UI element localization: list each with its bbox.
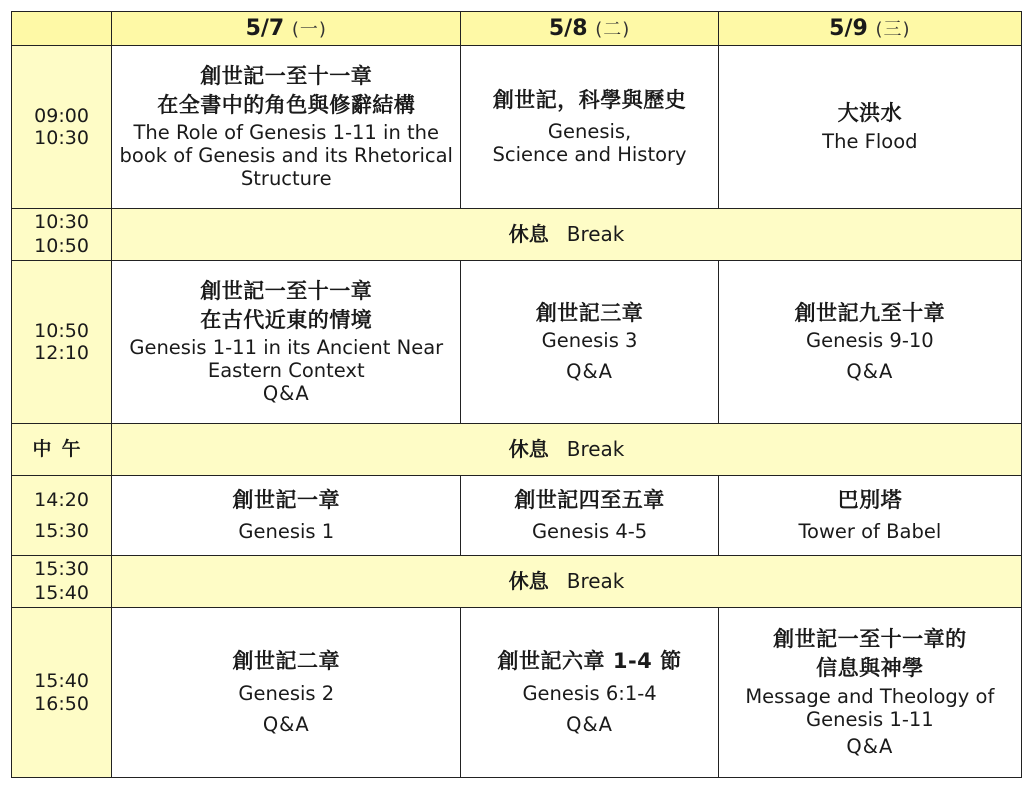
session-title-zh: 巴別塔 xyxy=(837,487,903,512)
header-day-2 xyxy=(461,12,718,46)
session-cell xyxy=(718,46,1021,209)
session-title-zh: 創世記一章 xyxy=(232,487,341,512)
break-label-en: Break xyxy=(566,436,625,461)
session-title-en: The Role of Genesis 1-11 in the book of Genesis and its Rhetorical Structure xyxy=(119,121,453,191)
end-time: 15:30 xyxy=(34,519,89,542)
session-title-zh: 創世記九至十章 xyxy=(794,300,946,325)
session-subtitle-zh: 在古代近東的情境 xyxy=(200,307,373,332)
break-cell xyxy=(112,424,1022,476)
start-time: 10:50 xyxy=(34,319,89,342)
break-label-zh: 休息 xyxy=(508,436,549,461)
day-of-week: (二) xyxy=(595,18,631,40)
noon-label: 中午 xyxy=(32,438,91,461)
session-row-4 xyxy=(12,608,1022,778)
end-time: 10:30 xyxy=(34,127,89,149)
time-cell xyxy=(12,261,112,424)
qa-label: Q&A xyxy=(262,382,310,406)
break-label-en: Break xyxy=(566,568,625,593)
time-cell xyxy=(12,209,112,261)
header-day-3 xyxy=(718,12,1021,46)
qa-label: Q&A xyxy=(262,712,310,736)
session-title-en: Genesis 1 xyxy=(238,520,335,544)
end-time: 12:10 xyxy=(34,342,89,364)
session-title-zh: 創世記一至十一章的 xyxy=(773,627,967,652)
break-label-zh: 休息 xyxy=(508,221,549,246)
start-time: 09:00 xyxy=(34,104,89,127)
end-time: 15:40 xyxy=(34,581,89,604)
header-corner xyxy=(12,12,112,46)
session-row-2 xyxy=(12,261,1022,424)
session-title-en: Genesis, xyxy=(547,120,632,144)
session-title-en: Genesis 1-11 in its Ancient Near Eastern Context xyxy=(129,336,444,383)
session-title-zh: 創世記一至十一章 xyxy=(200,63,373,88)
session-title-en: Message and Theology of Genesis 1-11 xyxy=(745,684,995,731)
time-cell xyxy=(12,476,112,556)
qa-label: Q&A xyxy=(846,734,894,758)
session-cell xyxy=(718,608,1021,778)
session-cell xyxy=(112,608,461,778)
end-time: 16:50 xyxy=(34,692,89,715)
session-cell xyxy=(461,476,718,556)
session-title-zh: 大洪水 xyxy=(837,101,903,126)
day-date: 5/8 xyxy=(548,15,588,41)
day-of-week: (三) xyxy=(875,18,911,40)
qa-label: Q&A xyxy=(566,360,614,384)
session-title-en: Genesis 3 xyxy=(541,329,638,353)
session-cell xyxy=(461,608,718,778)
time-cell xyxy=(12,424,112,476)
day-of-week: (一) xyxy=(291,18,327,40)
break-cell xyxy=(112,209,1022,261)
end-time: 10:50 xyxy=(34,234,89,257)
session-cell xyxy=(718,261,1021,424)
start-time: 15:40 xyxy=(34,670,89,693)
start-time: 14:20 xyxy=(34,489,89,512)
session-title-en: Genesis 2 xyxy=(238,681,335,705)
session-row-1 xyxy=(12,46,1022,209)
session-title-en-line2: Science and History xyxy=(492,143,687,167)
time-cell xyxy=(12,556,112,608)
session-row-3 xyxy=(12,476,1022,556)
qa-label: Q&A xyxy=(846,360,894,384)
session-subtitle-zh: 在全書中的角色與修辭結構 xyxy=(157,92,416,117)
start-time: 10:30 xyxy=(34,210,89,233)
session-cell xyxy=(461,261,718,424)
session-cell xyxy=(112,261,461,424)
session-cell xyxy=(112,476,461,556)
break-row-3 xyxy=(12,556,1022,608)
day-date: 5/9 xyxy=(829,15,868,41)
start-time: 15:30 xyxy=(34,557,89,580)
break-row-2 xyxy=(12,424,1022,476)
break-row-1 xyxy=(12,209,1022,261)
session-title-en: Genesis 9-10 xyxy=(806,329,934,353)
session-title-zh: 創世記二章 xyxy=(232,649,341,674)
session-title-en: The Flood xyxy=(822,129,918,153)
session-title-zh: 創世記六章 1-4 節 xyxy=(497,649,682,674)
time-cell xyxy=(12,608,112,778)
qa-label: Q&A xyxy=(566,712,614,736)
session-title-zh: 創世記，科學與歷史 xyxy=(492,87,687,112)
break-label-en: Break xyxy=(566,221,625,246)
session-title-zh: 創世記一至十一章 xyxy=(200,278,373,303)
break-cell xyxy=(112,556,1022,608)
session-cell xyxy=(718,476,1021,556)
session-cell xyxy=(112,46,461,209)
header-row xyxy=(12,12,1022,46)
schedule-table xyxy=(11,11,1022,778)
break-label-zh: 休息 xyxy=(508,568,549,593)
header-day-1 xyxy=(112,12,461,46)
time-cell xyxy=(12,46,112,209)
session-title-zh: 創世記三章 xyxy=(535,300,644,325)
day-date: 5/7 xyxy=(245,15,285,41)
session-title-en: Genesis 6:1-4 xyxy=(522,681,657,705)
session-cell xyxy=(461,46,718,209)
session-title-en: Genesis 4-5 xyxy=(531,520,648,544)
session-title-zh: 創世記四至五章 xyxy=(514,487,665,512)
session-title-en: Tower of Babel xyxy=(798,520,942,544)
session-subtitle-zh: 信息與神學 xyxy=(816,656,924,680)
